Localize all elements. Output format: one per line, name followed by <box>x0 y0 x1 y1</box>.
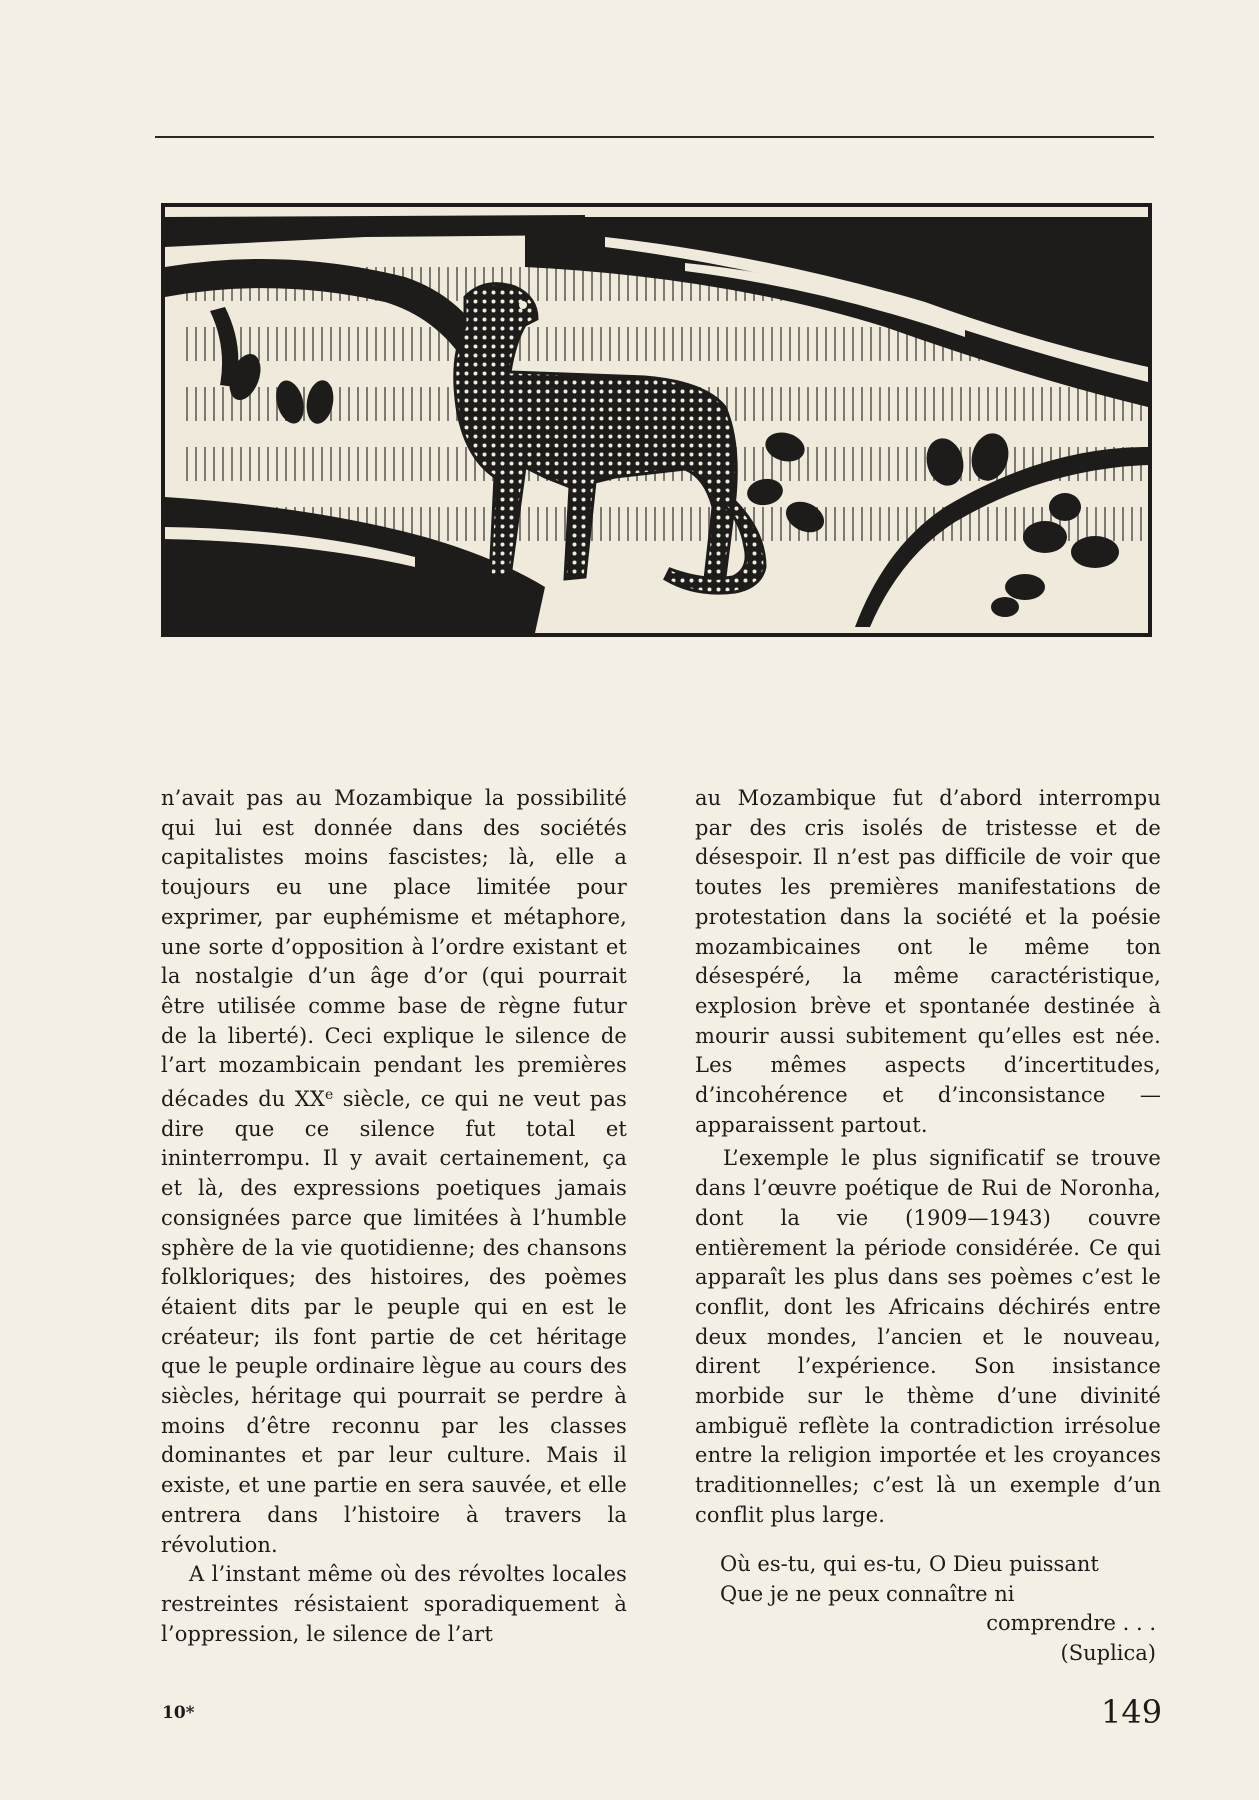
left-text-column <box>161 784 627 1649</box>
paragraph: L’exemple le plus significatif se trouve dans l’œuvre poétique de Rui de Noronha, dont la vie (1909—1943) couvre entièrement la période considérée. Ce qui apparaît les plus dans ses poèmes c’est le conflit, dont les Africains déchirés entre deux mondes, l’ancien et le nouveau, dirent l’expérience. Son insistance morbide sur le thème d’une divinité ambiguë reflète la contradiction irrésolue entre la religion importée et les croyances traditionnelles; c’est là un exemple d’un conflit plus large. <box>695 1146 1161 1527</box>
century-numeral: XX <box>294 1087 326 1112</box>
paragraph: A l’instant même où des révoltes locales restreintes résistaient sporadiquement à l’oppression, le silence de l’art <box>161 1562 627 1646</box>
paragraph: au Mozambique fut d’abord interrompu par des cris isolés de tristesse et de désespoir. Il n’est pas difficile de voir que toutes les premières manifestations de protestation dans la société et la poésie mozambicaines ont le même ton désespéré, la même caractéristique, explosion brève et spontanée destinée à mourir aussi subitement qu’elles est née. Les mêmes aspects d’incertitudes, d’incohérence et d’inconsistance — apparaissent partout. <box>695 786 1161 1137</box>
poem-line: Où es-tu, qui es-tu, O Dieu puissant <box>720 1552 1099 1576</box>
century-superscript: e <box>325 1087 334 1104</box>
poem-source: (Suplica) <box>1060 1640 1156 1665</box>
signature-mark: 10* <box>162 1703 195 1723</box>
poem-line: Que je ne peux connaître ni <box>720 1581 1015 1606</box>
paragraph: n’avait pas au Mozambique la possibilité qui lui est donnée dans des sociétés capitalistes moins fascistes; là, elle a toujours eu une place limitée pour exprimer, par euphémisme et métaphore, une sorte d’opposition à l’ordre existant et la nostalgie d’un âge d’or (qui pourrait être utilisée comme base de règne futur de la liberté). Ceci explique le silence de l’art mozambicain pendant les premières décades du XXe siècle, ce qui ne veut pas dire que ce silence fut total et ininterrompu. Il y avait certainement, ça et là, des expressions poetiques jamais consignées parce que limitées à l’humble sphère de la vie quotidienne; des chansons folkloriques; des histoires, des poèmes étaient dits par le peuple qui en est le créateur; ils font partie de cet héritage que le peuple ordinaire lègue au cours des siècles, héritage qui pourrait se perdre à moins d’être reconnu par les classes dominantes et par leur culture. Mais il existe, et une partie en sera sauvée, et elle entrera dans l’histoire à travers la révolution. <box>161 786 627 1557</box>
right-text-column <box>695 784 1161 1531</box>
leopard-woodcut-illustration <box>161 203 1152 637</box>
header-rule <box>155 136 1154 138</box>
poem-line: comprendre . . . <box>986 1611 1156 1635</box>
page-number: 149 <box>1101 1693 1163 1731</box>
poem-quotation <box>720 1550 1156 1668</box>
